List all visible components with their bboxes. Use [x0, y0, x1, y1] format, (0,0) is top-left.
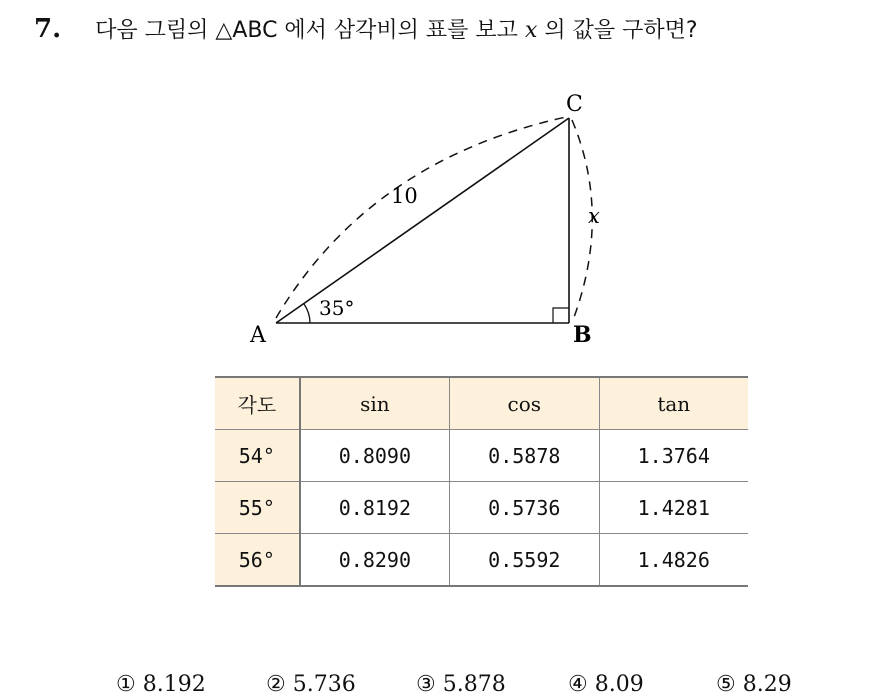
table-row — [215, 534, 748, 587]
question-variable: x — [524, 18, 538, 43]
question-text-start: 다음 그림의 △ABC 에서 삼각비의 표를 보고 — [95, 18, 518, 43]
cos-value: 0.5736 — [450, 482, 599, 534]
header-cos: cos — [450, 377, 599, 430]
vertex-b-label: B — [573, 322, 592, 348]
row-angle: 56° — [215, 534, 300, 587]
choice-2[interactable]: ② 5.736 — [266, 672, 356, 697]
row-angle: 55° — [215, 482, 300, 534]
trig-table — [215, 376, 748, 587]
tan-value: 1.3764 — [599, 430, 748, 482]
table-header-row — [215, 377, 748, 430]
tan-value: 1.4281 — [599, 482, 748, 534]
sin-value: 0.8090 — [300, 430, 450, 482]
angle-label: 35° — [319, 296, 355, 320]
hypotenuse-dashed-arc — [276, 117, 566, 318]
header-sin: sin — [300, 377, 450, 430]
side-ac — [276, 118, 569, 323]
choice-4[interactable]: ④ 8.09 — [568, 672, 644, 697]
choice-1[interactable]: ① 8.192 — [116, 672, 206, 697]
table-row — [215, 430, 748, 482]
right-angle-mark — [553, 308, 569, 323]
choice-5[interactable]: ⑤ 8.29 — [716, 672, 792, 697]
cos-value: 0.5878 — [450, 430, 599, 482]
sin-value: 0.8290 — [300, 534, 450, 587]
sin-value: 0.8192 — [300, 482, 450, 534]
header-tan: tan — [599, 377, 748, 430]
vertex-c-label: C — [566, 92, 583, 117]
side-x-label: x — [588, 204, 600, 228]
question-number: 7. — [34, 14, 62, 44]
row-angle: 54° — [215, 430, 300, 482]
header-angle: 각도 — [215, 377, 300, 430]
hypotenuse-label: 10 — [391, 184, 418, 208]
angle-arc — [304, 304, 310, 323]
vertex-a-label: A — [250, 323, 266, 348]
question-text-end: 의 값을 구하면? — [544, 18, 698, 43]
cos-value: 0.5592 — [450, 534, 599, 587]
choice-3[interactable]: ③ 5.878 — [416, 672, 506, 697]
tan-value: 1.4826 — [599, 534, 748, 587]
table-row — [215, 482, 748, 534]
